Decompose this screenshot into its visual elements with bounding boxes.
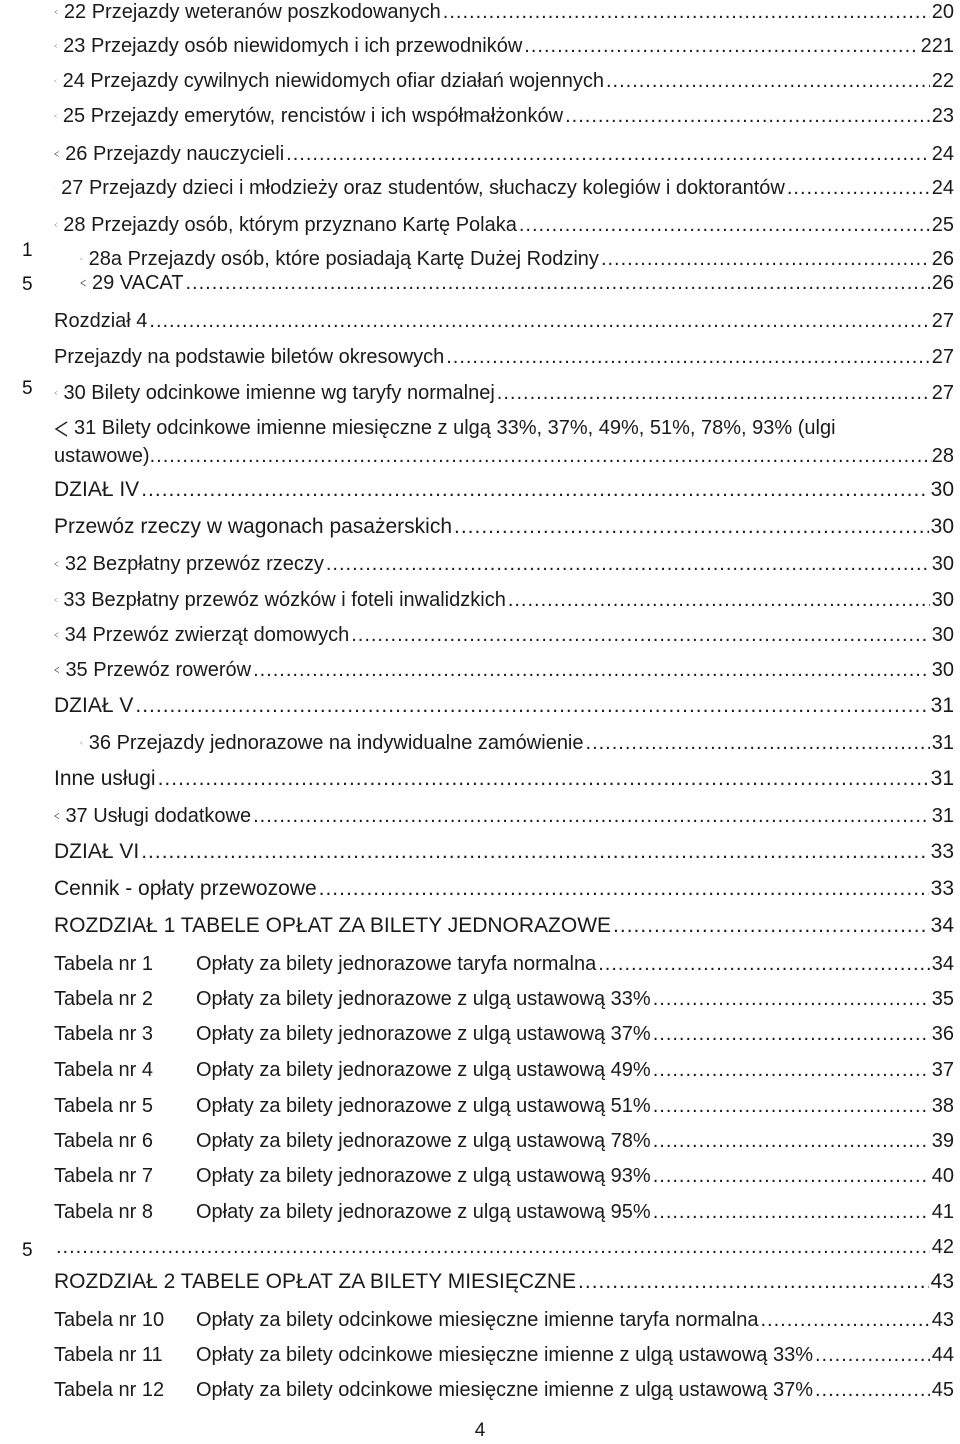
toc-entry-page: 27 — [931, 382, 954, 404]
toc-entry-page: 39 — [931, 1130, 954, 1152]
toc-entry-page: 25 — [931, 214, 954, 236]
margin-number: 1 — [22, 240, 33, 261]
margin-number: 5 — [22, 378, 33, 399]
toc-entry-tab: Tabela nr 6 — [54, 1130, 153, 1152]
toc-entry[interactable] — [54, 34, 954, 58]
toc-entry-label: Opłaty za bilety jednorazowe z ulgą ustawową 95% — [196, 1201, 651, 1223]
arrow-icon — [54, 108, 57, 124]
toc-entry[interactable] — [54, 104, 954, 128]
toc-entry-tab: Tabela nr 11 — [54, 1344, 163, 1366]
toc-entry[interactable] — [54, 381, 954, 405]
toc-entry[interactable] — [54, 1343, 954, 1367]
page-number: 4 — [474, 1420, 486, 1441]
arrow-icon — [54, 180, 55, 196]
toc-entry-label: Rozdział 4 — [54, 310, 148, 332]
toc-entry-page: 40 — [931, 1165, 954, 1187]
toc-entry-page: 34 — [931, 953, 954, 975]
toc-entry-page: 42 — [931, 1236, 954, 1258]
toc-entry-label: 37 Usługi dodatkowe — [65, 805, 252, 827]
toc-entry-page: 22 — [931, 70, 954, 92]
arrow-icon — [80, 251, 83, 267]
arrow-icon — [54, 73, 57, 89]
toc-entry-label: DZIAŁ VI — [54, 840, 140, 863]
toc-entry[interactable] — [54, 1164, 954, 1188]
arrow-icon — [54, 217, 57, 233]
toc-entry-label: Opłaty za bilety odcinkowe miesięczne imienne z ulgą ustawową 33% — [196, 1344, 813, 1366]
toc-entry[interactable] — [54, 1378, 954, 1402]
toc-entry[interactable] — [80, 271, 954, 295]
toc-entry-page: 30 — [931, 624, 954, 646]
toc-entry-page: 43 — [931, 1309, 954, 1331]
toc-entry-tab: Tabela nr 10 — [54, 1309, 165, 1331]
toc-entry-page: 33 — [930, 877, 954, 900]
toc-entry[interactable] — [54, 987, 954, 1011]
toc-entry[interactable] — [54, 69, 954, 93]
toc-entry-page: 38 — [931, 1095, 954, 1117]
toc-entry[interactable] — [54, 0, 954, 24]
margin-number: 5 — [22, 274, 33, 295]
toc-entry-label: ustawowe) — [54, 445, 150, 467]
toc-entry-label: DZIAŁ V — [54, 694, 134, 717]
toc-entry-label: 24 Przejazdy cywilnych niewidomych ofiar działań wojennych — [62, 70, 604, 92]
toc-entry-label: 36 Przejazdy jednorazowe na indywidualne zamówienie — [88, 732, 584, 754]
toc-entry-page: 31 — [931, 732, 954, 754]
toc-entry-page: 35 — [931, 988, 954, 1010]
toc-entry[interactable] — [54, 414, 954, 470]
toc-entry[interactable] — [54, 213, 954, 237]
toc-entry-page: 30 — [931, 589, 954, 611]
toc-entry-page: 26 — [931, 272, 954, 294]
toc-entry[interactable] — [54, 623, 954, 647]
toc-entry[interactable] — [54, 767, 954, 791]
toc-entry-label: 27 Przejazdy dzieci i młodzieży oraz studentów, słuchaczy kolegiów i doktorantów — [61, 177, 785, 199]
toc-entry[interactable] — [54, 804, 954, 828]
toc-entry-tab: Tabela nr 4 — [54, 1059, 153, 1081]
toc-entry-page: 31 — [930, 767, 954, 790]
toc-entry-label: DZIAŁ IV — [54, 478, 140, 501]
toc-entry-page: 28 — [931, 445, 954, 467]
toc-entry-tab: Tabela nr 3 — [54, 1023, 153, 1045]
arrow-icon — [54, 662, 59, 678]
toc-entry[interactable] — [54, 877, 954, 901]
toc-entry-page: 31 — [931, 805, 954, 827]
toc-entry[interactable] — [54, 952, 954, 976]
toc-entry[interactable] — [54, 1308, 954, 1332]
toc-entry[interactable] — [54, 694, 954, 718]
toc-entry-page: 33 — [930, 840, 954, 863]
toc-entry[interactable] — [54, 588, 954, 612]
toc-entry-label: 28 Przejazdy osób, którym przyznano Kartę Polaka — [63, 214, 517, 236]
toc-entry-page: 23 — [931, 105, 954, 127]
toc-entry[interactable] — [54, 309, 954, 333]
toc-entry-page: 34 — [930, 914, 954, 937]
toc-entry-page: 36 — [931, 1023, 954, 1045]
toc-entry[interactable] — [54, 1094, 954, 1118]
toc-entry-page: 37 — [931, 1059, 954, 1081]
toc-entry-page: 43 — [930, 1270, 954, 1293]
toc-entry-label: 25 Przejazdy emerytów, rencistów i ich współmałżonków — [62, 105, 564, 127]
toc-entry[interactable] — [54, 176, 954, 200]
toc-entry-label: 23 Przejazdy osób niewidomych i ich przewodników — [63, 35, 523, 57]
toc-entry-label: Opłaty za bilety jednorazowe z ulgą ustawową 33% — [196, 988, 651, 1010]
toc-entry[interactable] — [54, 1235, 954, 1259]
toc-entry-label: 30 Bilety odcinkowe imienne wg taryfy normalnej — [63, 382, 495, 404]
toc-entry[interactable] — [54, 1200, 954, 1224]
toc-entry-page: 30 — [931, 659, 954, 681]
toc-entry[interactable] — [54, 914, 954, 938]
toc-entry-label: Opłaty za bilety odcinkowe miesięczne imienne z ulgą ustawową 37% — [196, 1379, 813, 1401]
arrow-icon — [80, 275, 86, 291]
toc-entry-label: 29 VACAT — [91, 272, 184, 294]
arrow-icon — [54, 146, 59, 162]
toc-entry-label: ROZDZIAŁ 1 TABELE OPŁAT ZA BILETY JEDNORAZOWE — [54, 914, 612, 937]
toc-entry-page: 30 — [930, 515, 954, 538]
toc-entry-label: 31 Bilety odcinkowe imienne miesięczne z ulgą 33%, 37%, 49%, 51%, 78%, 93% (ulgi — [74, 417, 836, 439]
toc-entry[interactable] — [80, 731, 954, 755]
toc-entry-label: Opłaty za bilety odcinkowe miesięczne imienne taryfa normalna — [196, 1309, 759, 1331]
toc-entry-page: 24 — [931, 177, 954, 199]
arrow-icon — [54, 592, 57, 608]
arrow-icon — [54, 627, 59, 643]
toc-entry-page: 20 — [931, 1, 954, 23]
toc-entry-page: 27 — [931, 346, 954, 368]
arrow-icon — [54, 808, 59, 824]
toc-entry[interactable] — [54, 478, 954, 502]
toc-entry-label: Opłaty za bilety jednorazowe z ulgą ustawową 93% — [196, 1165, 651, 1187]
toc-entry-tab: Tabela nr 8 — [54, 1201, 153, 1223]
toc-entry-label: Opłaty za bilety jednorazowe z ulgą ustawową 78% — [196, 1130, 651, 1152]
toc-entry-label: Przejazdy na podstawie biletów okresowych — [54, 346, 445, 368]
toc-entry[interactable] — [54, 552, 954, 576]
toc-entry-page: 30 — [930, 478, 954, 501]
toc-entry-label: ROZDZIAŁ 2 TABELE OPŁAT ZA BILETY MIESIĘCZNE — [54, 1270, 577, 1293]
toc-entry[interactable] — [54, 1022, 954, 1046]
toc-entry-label: Opłaty za bilety jednorazowe z ulgą ustawową 37% — [196, 1023, 651, 1045]
toc-entry[interactable] — [54, 658, 954, 682]
toc-entry[interactable] — [54, 142, 954, 166]
toc-entry-page: 44 — [931, 1344, 954, 1366]
toc-entry-label: Przewóz rzeczy w wagonach pasażerskich — [54, 515, 452, 538]
toc-entry-label: 34 Przewóz zwierząt domowych — [64, 624, 350, 646]
toc-entry-page: 41 — [931, 1201, 954, 1223]
toc-entry-page: 27 — [931, 310, 954, 332]
toc-entry-page: 221 — [920, 35, 954, 57]
toc-entry-label: 22 Przejazdy weteranów poszkodowanych — [63, 1, 441, 23]
toc-entry-label: Opłaty za bilety jednorazowe z ulgą ustawową 51% — [196, 1095, 651, 1117]
toc-entry-label: 26 Przejazdy nauczycieli — [65, 143, 285, 165]
toc-entry-label: Cennik - opłaty przewozowe — [54, 877, 317, 900]
toc-entry-label: Opłaty za bilety jednorazowe z ulgą ustawową 49% — [196, 1059, 651, 1081]
toc-entry[interactable] — [54, 840, 954, 864]
toc-entry[interactable] — [80, 247, 954, 271]
toc-entry[interactable] — [54, 1058, 954, 1082]
toc-entry[interactable] — [54, 345, 954, 369]
toc-entry-label: Inne usługi — [54, 767, 156, 790]
toc-entry-tab: Tabela nr 5 — [54, 1095, 153, 1117]
toc-entry-label: 32 Bezpłatny przewóz rzeczy — [64, 553, 324, 575]
toc-entry-label: 35 Przewóz rowerów — [65, 659, 252, 681]
toc-entry-page: 26 — [931, 248, 954, 270]
arrow-icon — [54, 556, 59, 572]
toc-entry[interactable] — [54, 1129, 954, 1153]
margin-number: 5 — [22, 1240, 33, 1261]
arrow-icon — [54, 38, 57, 54]
toc-entry-label: Opłaty za bilety jednorazowe taryfa normalna — [196, 953, 597, 975]
toc-entry-tab: Tabela nr 2 — [54, 988, 153, 1010]
toc-entry-page: 30 — [931, 553, 954, 575]
toc-entry-tab: Tabela nr 12 — [54, 1379, 165, 1401]
toc-entry-label: 28a Przejazdy osób, które posiadają Kartę Dużej Rodziny — [88, 248, 599, 270]
arrow-icon — [54, 4, 58, 20]
arrow-icon — [54, 421, 68, 437]
toc-entry-tab: Tabela nr 7 — [54, 1165, 153, 1187]
arrow-icon — [54, 385, 57, 401]
toc-entry-tab: Tabela nr 1 — [54, 953, 153, 975]
toc-entry-page: 24 — [931, 143, 954, 165]
toc-entry-label: 33 Bezpłatny przewóz wózków i foteli inwalidzkich — [63, 589, 506, 611]
toc-entry[interactable] — [54, 1270, 954, 1294]
toc-entry-page: 31 — [930, 694, 954, 717]
toc-entry[interactable] — [54, 515, 954, 539]
arrow-icon — [80, 735, 83, 751]
toc-entry-page: 45 — [931, 1379, 954, 1401]
